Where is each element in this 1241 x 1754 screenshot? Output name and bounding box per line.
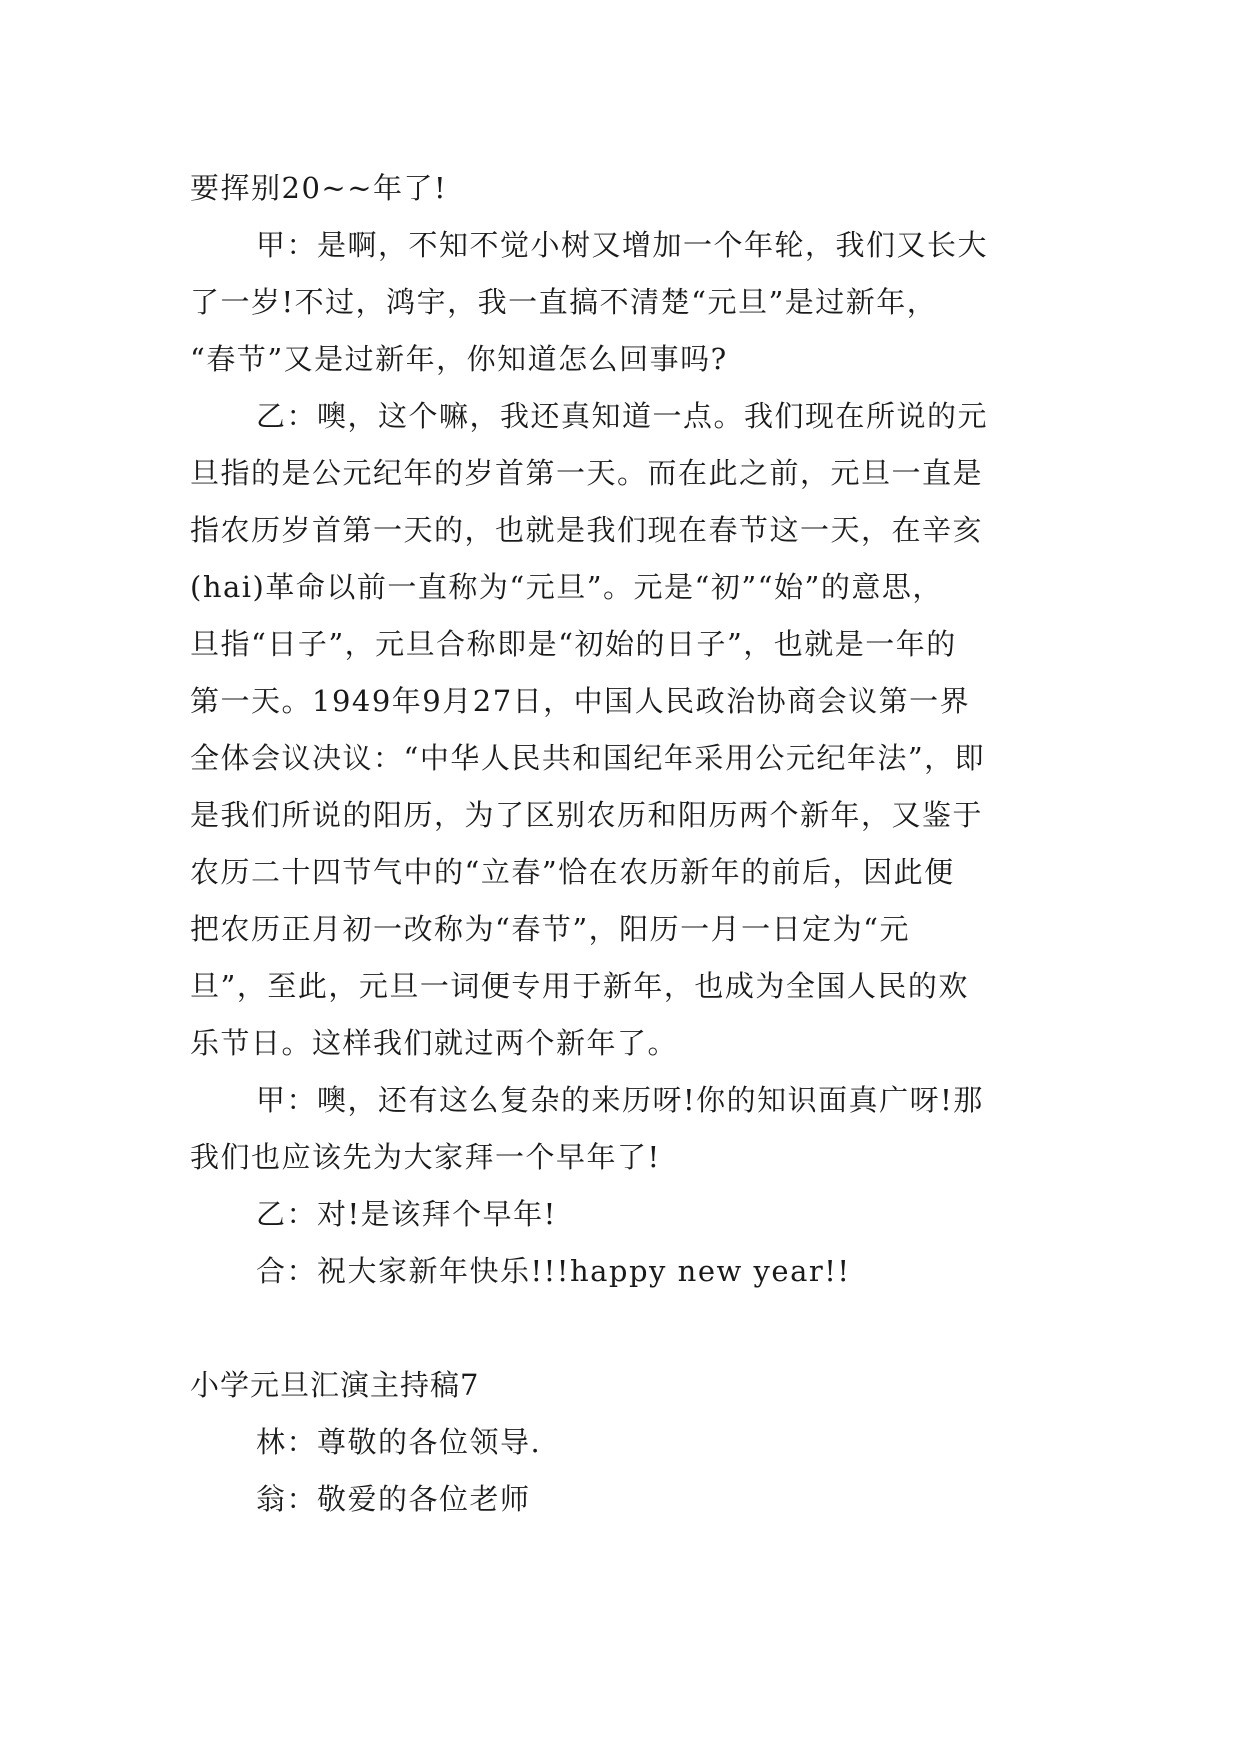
text-line: 要挥别20~~年了! xyxy=(190,171,448,205)
text-line: 全体会议决议：“中华人民共和国纪年采用公元纪年法”，即 xyxy=(190,741,986,775)
text-line: 乙：噢，这个嘛，我还真知道一点。我们现在所说的元 xyxy=(256,399,989,433)
text-line: 我们也应该先为大家拜一个早年了! xyxy=(190,1140,661,1174)
section-title: 小学元旦汇演主持稿7 xyxy=(190,1368,480,1402)
text-line: (hai)革命以前一直称为“元旦”。元是“初”“始”的意思， xyxy=(190,570,943,604)
text-line: 是我们所说的阳历，为了区别农历和阳历两个新年，又鉴于 xyxy=(190,798,984,832)
text-line: 把农历正月初一改称为“春节”，阳历一月一日定为“元 xyxy=(190,912,910,946)
text-line: 合：祝大家新年快乐!!!happy new year!! xyxy=(256,1254,851,1288)
text-line: 甲：是啊，不知不觉小树又增加一个年轮，我们又长大 xyxy=(256,228,989,262)
text-line: 了一岁!不过，鸿宇，我一直搞不清楚“元旦”是过新年， xyxy=(190,285,938,319)
text-line: 旦指的是公元纪年的岁首第一天。而在此之前，元旦一直是 xyxy=(190,456,984,490)
text-line: 翁：敬爱的各位老师 xyxy=(256,1482,531,1516)
text-line: 农历二十四节气中的“立春”恰在农历新年的前后，因此便 xyxy=(190,855,955,889)
text-line: 指农历岁首第一天的，也就是我们现在春节这一天，在辛亥 xyxy=(190,513,984,547)
text-line: “春节”又是过新年，你知道怎么回事吗? xyxy=(190,342,728,376)
text-line: 旦指“日子”，元旦合称即是“初始的日子”，也就是一年的 xyxy=(190,627,957,661)
text-line: 乐节日。这样我们就过两个新年了。 xyxy=(190,1026,679,1060)
text-line: 林：尊敬的各位领导. xyxy=(256,1425,542,1459)
text-line: 乙：对!是该拜个早年! xyxy=(256,1197,557,1231)
text-line: 旦”，至此，元旦一词便专用于新年，也成为全国人民的欢 xyxy=(190,969,969,1003)
text-line: 第一天。1949年9月27日，中国人民政治协商会议第一界 xyxy=(190,684,971,718)
text-line: 甲：噢，还有这么复杂的来历呀!你的知识面真广呀!那 xyxy=(256,1083,984,1117)
